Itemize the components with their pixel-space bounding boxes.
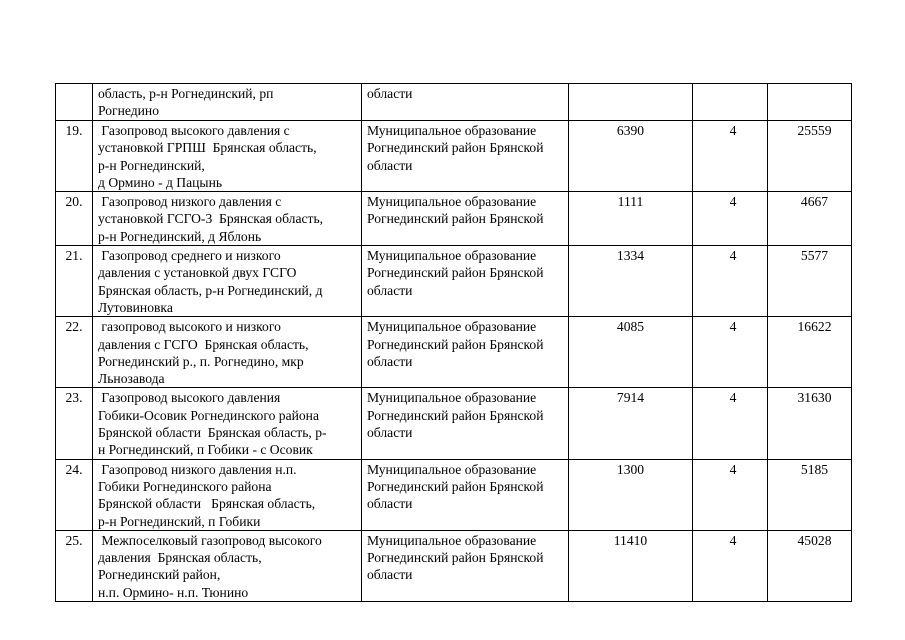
pipeline-name <box>93 192 362 246</box>
pipeline-name-line: н.п. Ормино- н.п. Тюнино <box>98 584 249 600</box>
owner-line: области <box>367 86 413 101</box>
amount-value: 5185 <box>768 459 852 530</box>
length-value: 1334 <box>569 246 693 317</box>
pipeline-name-line: установкой ГРПШ Брянская область, <box>98 140 317 156</box>
amount-value: 5577 <box>768 246 852 317</box>
row-number <box>56 84 93 121</box>
table-row <box>56 246 852 317</box>
owner <box>362 121 569 192</box>
pipeline-name-line: Газопровод низкого давления с <box>98 194 282 210</box>
row-number: 20. <box>56 192 93 246</box>
pipeline-name <box>93 121 362 192</box>
pipeline-name-line: Брянская область, р-н Рогнединский, д <box>98 282 323 298</box>
owner-line: области <box>367 567 413 583</box>
table-body <box>56 84 852 602</box>
pipeline-name-line: Гобики Рогнединского района <box>98 478 272 494</box>
owner-line: области <box>367 353 413 369</box>
table-row <box>56 192 852 246</box>
amount-value: 25559 <box>768 121 852 192</box>
pipeline-name-line: установкой ГСГО-3 Брянская область, <box>98 211 324 227</box>
table-row <box>56 121 852 192</box>
amount-value: 16622 <box>768 317 852 388</box>
pipeline-name-line: Рогнединский район, <box>98 567 221 583</box>
owner-line: области <box>367 425 413 441</box>
pipeline-name-line: газопровод высокого и низкого <box>98 319 281 335</box>
table-row <box>56 317 852 388</box>
gas-pipeline-table <box>55 83 852 602</box>
pipeline-name-line: Рогнедино <box>98 103 159 119</box>
pipeline-name-line: Газопровод низкого давления н.п. <box>98 461 297 477</box>
length-value: 1111 <box>569 192 693 246</box>
length-value: 1300 <box>569 459 693 530</box>
owner-line: Муниципальное образование <box>367 248 537 264</box>
category-value: 4 <box>693 192 768 246</box>
category-value: 4 <box>693 530 768 601</box>
owner-line: Рогнединский район Брянской <box>367 336 544 352</box>
owner-line: Рогнединский район Брянской <box>367 478 544 494</box>
pipeline-name-line: Газопровод среднего и низкого <box>98 248 281 264</box>
pipeline-name-line: Брянской области Брянская область, <box>98 496 316 512</box>
amount-value: 45028 <box>768 530 852 601</box>
pipeline-name <box>93 530 362 601</box>
owner <box>362 317 569 388</box>
pipeline-name-line: Рогнединский р., п. Рогнедино, мкр <box>98 353 304 369</box>
row-number: 19. <box>56 121 93 192</box>
pipeline-name <box>93 84 362 121</box>
pipeline-name-line: давления Брянская область, <box>98 550 262 566</box>
length-value: 11410 <box>569 530 693 601</box>
table-row <box>56 388 852 459</box>
owner-line: Муниципальное образование <box>367 461 537 477</box>
pipeline-name-line: р-н Рогнединский, <box>98 157 205 173</box>
owner <box>362 459 569 530</box>
pipeline-name <box>93 459 362 530</box>
owner-line: Рогнединский район Брянской <box>367 550 544 566</box>
length-value: 7914 <box>569 388 693 459</box>
pipeline-name-line: Межпоселковый газопровод высокого <box>98 532 322 548</box>
owner-line: Рогнединский район Брянской <box>367 407 544 423</box>
owner <box>362 84 569 121</box>
table-row <box>56 84 852 121</box>
category-value: 4 <box>693 388 768 459</box>
amount-value <box>768 84 852 121</box>
pipeline-name-line: р-н Рогнединский, п Гобики <box>98 513 261 529</box>
owner-line: Рогнединский район Брянской <box>367 140 544 156</box>
category-value: 4 <box>693 317 768 388</box>
length-value <box>569 84 693 121</box>
pipeline-name-line: Лутовиновка <box>98 299 173 315</box>
pipeline-name-line: область, р-н Рогнединский, рп <box>98 86 274 101</box>
pipeline-name <box>93 246 362 317</box>
category-value: 4 <box>693 246 768 317</box>
category-value <box>693 84 768 121</box>
pipeline-name-line: р-н Рогнединский, д Яблонь <box>98 228 262 244</box>
row-number: 22. <box>56 317 93 388</box>
owner-line: Муниципальное образование <box>367 390 537 406</box>
owner <box>362 192 569 246</box>
category-value: 4 <box>693 459 768 530</box>
length-value: 6390 <box>569 121 693 192</box>
pipeline-name-line: Газопровод высокого давления <box>98 390 281 406</box>
pipeline-name-line: давления с установкой двух ГСГО <box>98 265 297 281</box>
owner-line: области <box>367 157 413 173</box>
row-number: 23. <box>56 388 93 459</box>
pipeline-name <box>93 388 362 459</box>
row-number: 24. <box>56 459 93 530</box>
owner-line: Рогнединский район Брянской <box>367 211 544 227</box>
owner-line: области <box>367 496 413 512</box>
pipeline-name-line: давления с ГСГО Брянская область, <box>98 336 309 352</box>
pipeline-name-line: Гобики-Осовик Рогнединского района <box>98 407 319 423</box>
owner-line: Муниципальное образование <box>367 532 537 548</box>
owner-line: области <box>367 282 413 298</box>
pipeline-name <box>93 317 362 388</box>
owner-line: Муниципальное образование <box>367 194 537 210</box>
amount-value: 4667 <box>768 192 852 246</box>
owner-line: Муниципальное образование <box>367 123 537 138</box>
pipeline-name-line: н Рогнединский, п Гобики - с Осовик <box>98 442 313 458</box>
length-value: 4085 <box>569 317 693 388</box>
table-row <box>56 530 852 601</box>
pipeline-name-line: Брянской области Брянская область, р- <box>98 425 327 441</box>
pipeline-name-line: Льнозавода <box>98 371 165 387</box>
pipeline-name-line: д Ормино - д Пацынь <box>98 174 223 190</box>
owner-line: Муниципальное образование <box>367 319 537 335</box>
table-row <box>56 459 852 530</box>
category-value: 4 <box>693 121 768 192</box>
owner <box>362 246 569 317</box>
owner-line: Рогнединский район Брянской <box>367 265 544 281</box>
pipeline-name-line: Газопровод высокого давления с <box>98 123 290 138</box>
row-number: 25. <box>56 530 93 601</box>
owner <box>362 530 569 601</box>
owner <box>362 388 569 459</box>
amount-value: 31630 <box>768 388 852 459</box>
row-number: 21. <box>56 246 93 317</box>
